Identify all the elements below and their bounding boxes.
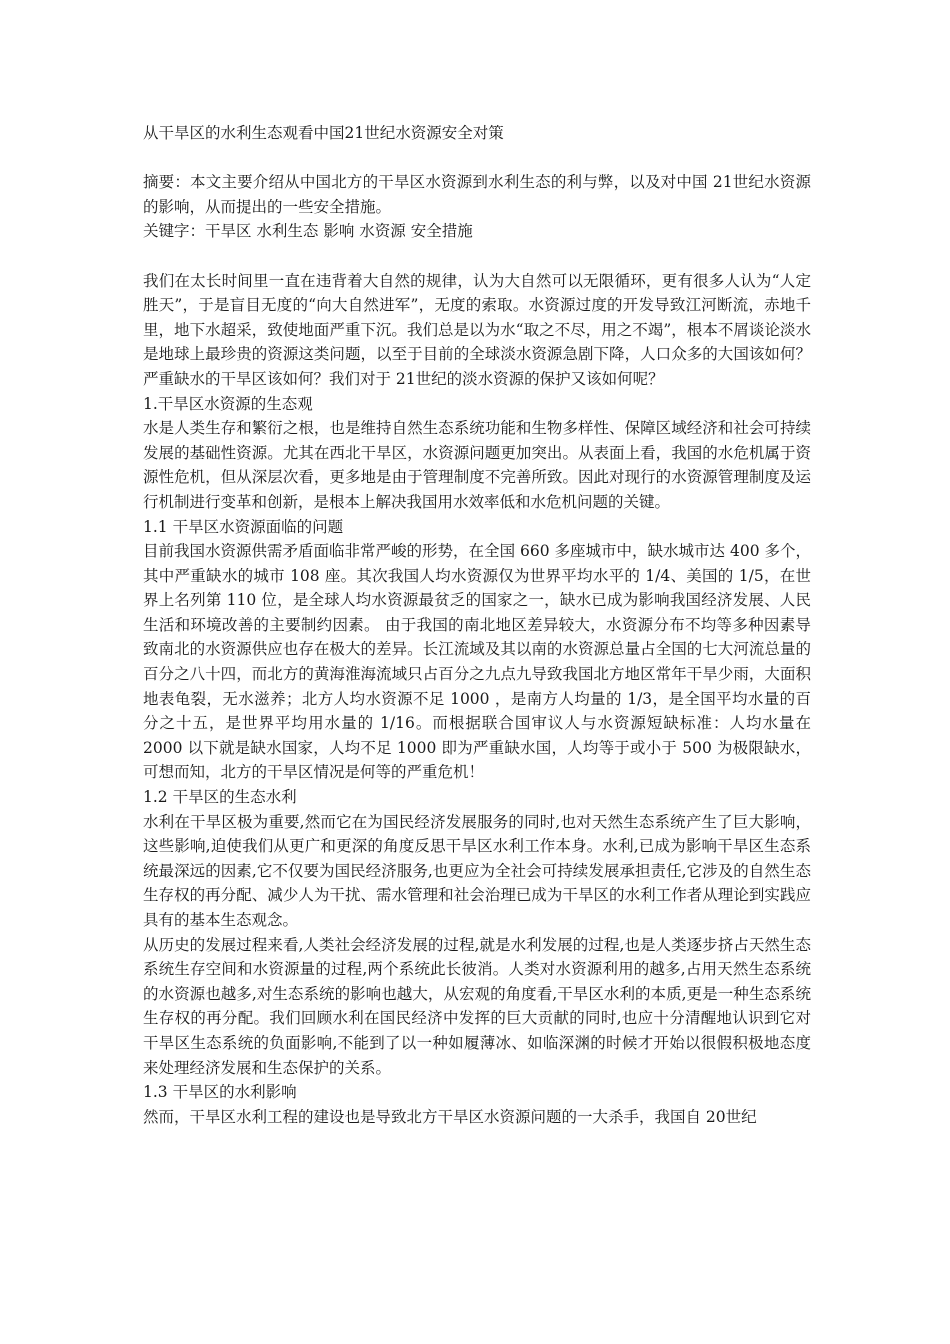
section-heading-1-3: 1.3 干旱区的水利影响 <box>143 1083 297 1102</box>
blank-line <box>143 244 811 269</box>
section-1-1-paragraph: 目前我国水资源供需矛盾面临非常严峻的形势，在全国 660 多座城市中，缺水城市达 400 多个，其中严重缺水的城市 108 座。其次我国人均水资源仅为世界平均水平的 1/4、美国的 1/5，在世界上名列第 110 位，是全球人均水资源最贫乏的国家之一，缺水已成为影响我国经济发展、人民生活和环境改善的主要制约因素。 由于我国的南北地区差异较大，水资源分布不均等多种因素导致南北的水资源供应也存在极大的差异。长江流域及其以南的水资源总量占全国的七大河流总量的百分之八十四，而北方的黄海淮海流域只占百分之九点九导致我国北方地区常年干旱少雨，大面积地表龟裂，无水滋养；北方人均水资源不足 1000 ，是南方人均量的 1/3，是全国平均水量的百分之十五，是世界平均用水量的 1/16。而根据联合国审议人与水资源短缺标准：人均水量在 2000 以下就是缺水国家，人均不足 1000 即为严重缺水国，人均等于或小于 500 为极限缺水，可想而知，北方的干旱区情况是何等的严重危机！ <box>143 542 811 782</box>
section-heading-1-1: 1.1 干旱区水资源面临的问题 <box>143 517 344 536</box>
section-1-paragraph: 水是人类生存和繁衍之根，也是维持自然生态系统功能和生物多样性、保障区域经济和社会可持续发展的基础性资源。尤其在西北干旱区，水资源问题更加突出。从表面上看，我国的水危机属于资源性危机，但从深层次看，更多地是由于管理制度不完善所致。因此对现行的水资源管理制度及运行机制进行变革和创新，是根本上解决我国用水效率低和水危机问题的关键。 <box>143 419 811 511</box>
document-title: 从干旱区的水利生态观看中国21世纪水资源安全对策 <box>143 124 504 142</box>
document-body <box>143 121 811 1129</box>
intro-paragraph: 我们在太长时间里一直在违背着大自然的规律，认为大自然可以无限循环，更有很多人认为“人定胜天”，于是盲目无度的“向大自然进军”，无度的索取。水资源过度的开发导致江河断流，赤地千里，地下水超采，致使地面严重下沉。我们总是以为水“取之不尽，用之不竭”，根本不屑谈论淡水是地球上最珍贵的资源这类问题，以至于目前的全球淡水资源急剧下降，人口众多的大国该如何？严重缺水的干旱区该如何？我们对于 21世纪的淡水资源的保护又该如何呢？ <box>143 271 811 388</box>
abstract-paragraph: 摘要：本文主要介绍从中国北方的干旱区水资源到水利生态的利与弊，以及对中国 21世纪水资源的影响，从而提出的一些安全措施。 <box>143 173 811 216</box>
blank-line <box>143 146 811 171</box>
section-1-3-paragraph: 然而，干旱区水利工程的建设也是导致北方干旱区水资源问题的一大杀手，我国自 20世纪 <box>143 1107 757 1126</box>
section-heading-1: 1.干旱区水资源的生态观 <box>143 394 313 413</box>
section-heading-1-2: 1.2 干旱区的生态水利 <box>143 788 297 807</box>
section-1-2-paragraph-1: 水利在干旱区极为重要,然而它在为国民经济发展服务的同时,也对天然生态系统产生了巨大影响，这些影响,迫使我们从更广和更深的角度反思干旱区水利工作本身。水利,已成为影响干旱区生态系统最深远的因素,它不仅要为国民经济服务,也更应为全社会可持续发展承担责任,它涉及的自然生态生存权的再分配、减少人为干扰、需水管理和社会治理已成为干旱区的水利工作者从理论到实践应具有的基本生态观念。 <box>143 812 811 929</box>
keywords-line: 关键字：干旱区 水利生态 影响 水资源 安全措施 <box>143 222 473 241</box>
section-1-2-paragraph-2: 从历史的发展过程来看,人类社会经济发展的过程,就是水利发展的过程,也是人类逐步挤占天然生态系统生存空间和水资源量的过程,两个系统此长彼消。人类对水资源利用的越多,占用天然生态系统的水资源也越多,对生态系统的影响也越大，从宏观的角度看,干旱区水利的本质,更是一种生态系统生存权的再分配。我们回顾水利在国民经济中发挥的巨大贡献的同时,也应十分清醒地认识到它对干旱区生态系统的负面影响,不能到了以一种如履薄冰、如临深渊的时候才开始以很假积极地态度来处理经济发展和生态保护的关系。 <box>143 935 811 1077</box>
